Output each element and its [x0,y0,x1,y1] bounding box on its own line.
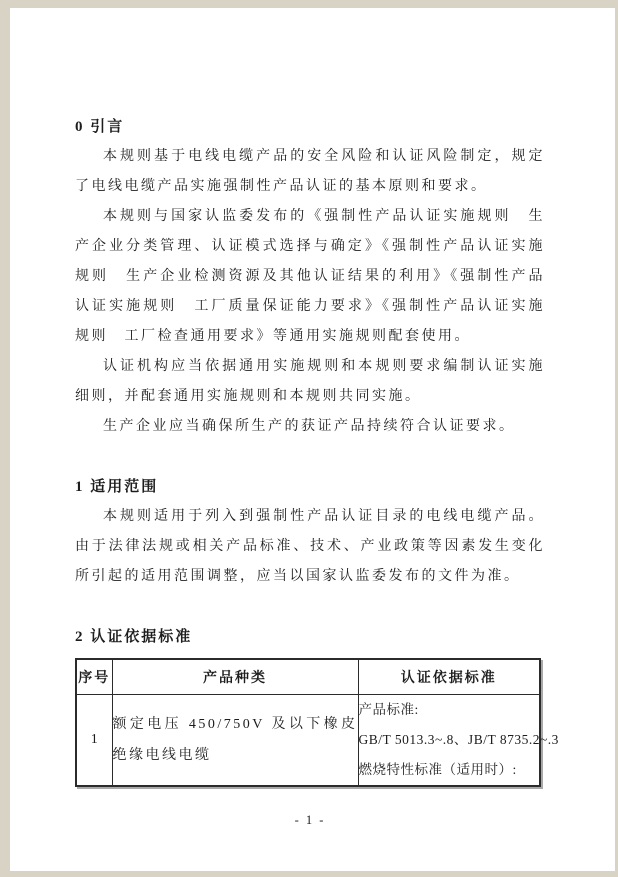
page-content [10,8,615,828]
standards-line: GB/T 5013.3~.8、JB/T 8735.2~.3 [358,732,559,747]
section-heading-certification-standards: 2 认证依据标准 [75,629,193,645]
document-page [10,8,615,871]
paragraph: 本规则适用于列入到强制性产品认证目录的电线电缆产品。由于法律法规或相关产品标准、技术、产业政策等因素发生变化所引起的适用范围调整，应当以国家认监委发布的文件为准。 [75,509,545,584]
section-certification-standards [75,622,559,787]
section-introduction [75,112,545,442]
table-header-product-category: 产品种类 [112,659,358,695]
paragraph: 生产企业应当确保所生产的获证产品持续符合认证要求。 [103,419,516,434]
paragraph: 本规则与国家认监委发布的《强制性产品认证实施规则 生产企业分类管理、认证模式选择与确定》《强制性产品认证实施规则 生产企业检测资源及其他认证结果的利用》《强制性产品认证实施规则 工厂质量保证能力要求》《强制性产品认证实施规则 工厂检查通用要求》等通用实施规则配套使用。 [75,209,545,344]
standards-line: 产品标准: [358,702,419,717]
section-scope [75,472,545,592]
standards-table [75,658,559,787]
table-header-row [76,659,540,695]
section-heading-introduction: 0 引言 [75,119,125,135]
standards-line: 燃烧特性标准（适用时）: [358,762,517,777]
cell-standards [358,695,559,787]
paragraph: 本规则基于电线电缆产品的安全风险和认证风险制定，规定了电线电缆产品实施强制性产品认证的基本原则和要求。 [75,149,545,194]
section-heading-scope: 1 适用范围 [75,479,159,495]
table-header-standards: 认证依据标准 [358,659,540,695]
table-header-no: 序号 [76,659,112,695]
paragraph: 认证机构应当依据通用实施规则和本规则要求编制认证实施细则，并配套通用实施规则和本规则共同实施。 [75,359,545,404]
cell-no: 1 [76,695,112,787]
page-number: - 1 - [294,813,326,827]
cell-product-category: 额定电压 450/750V 及以下橡皮绝缘电线电缆 [112,695,358,787]
table-row [76,695,540,787]
